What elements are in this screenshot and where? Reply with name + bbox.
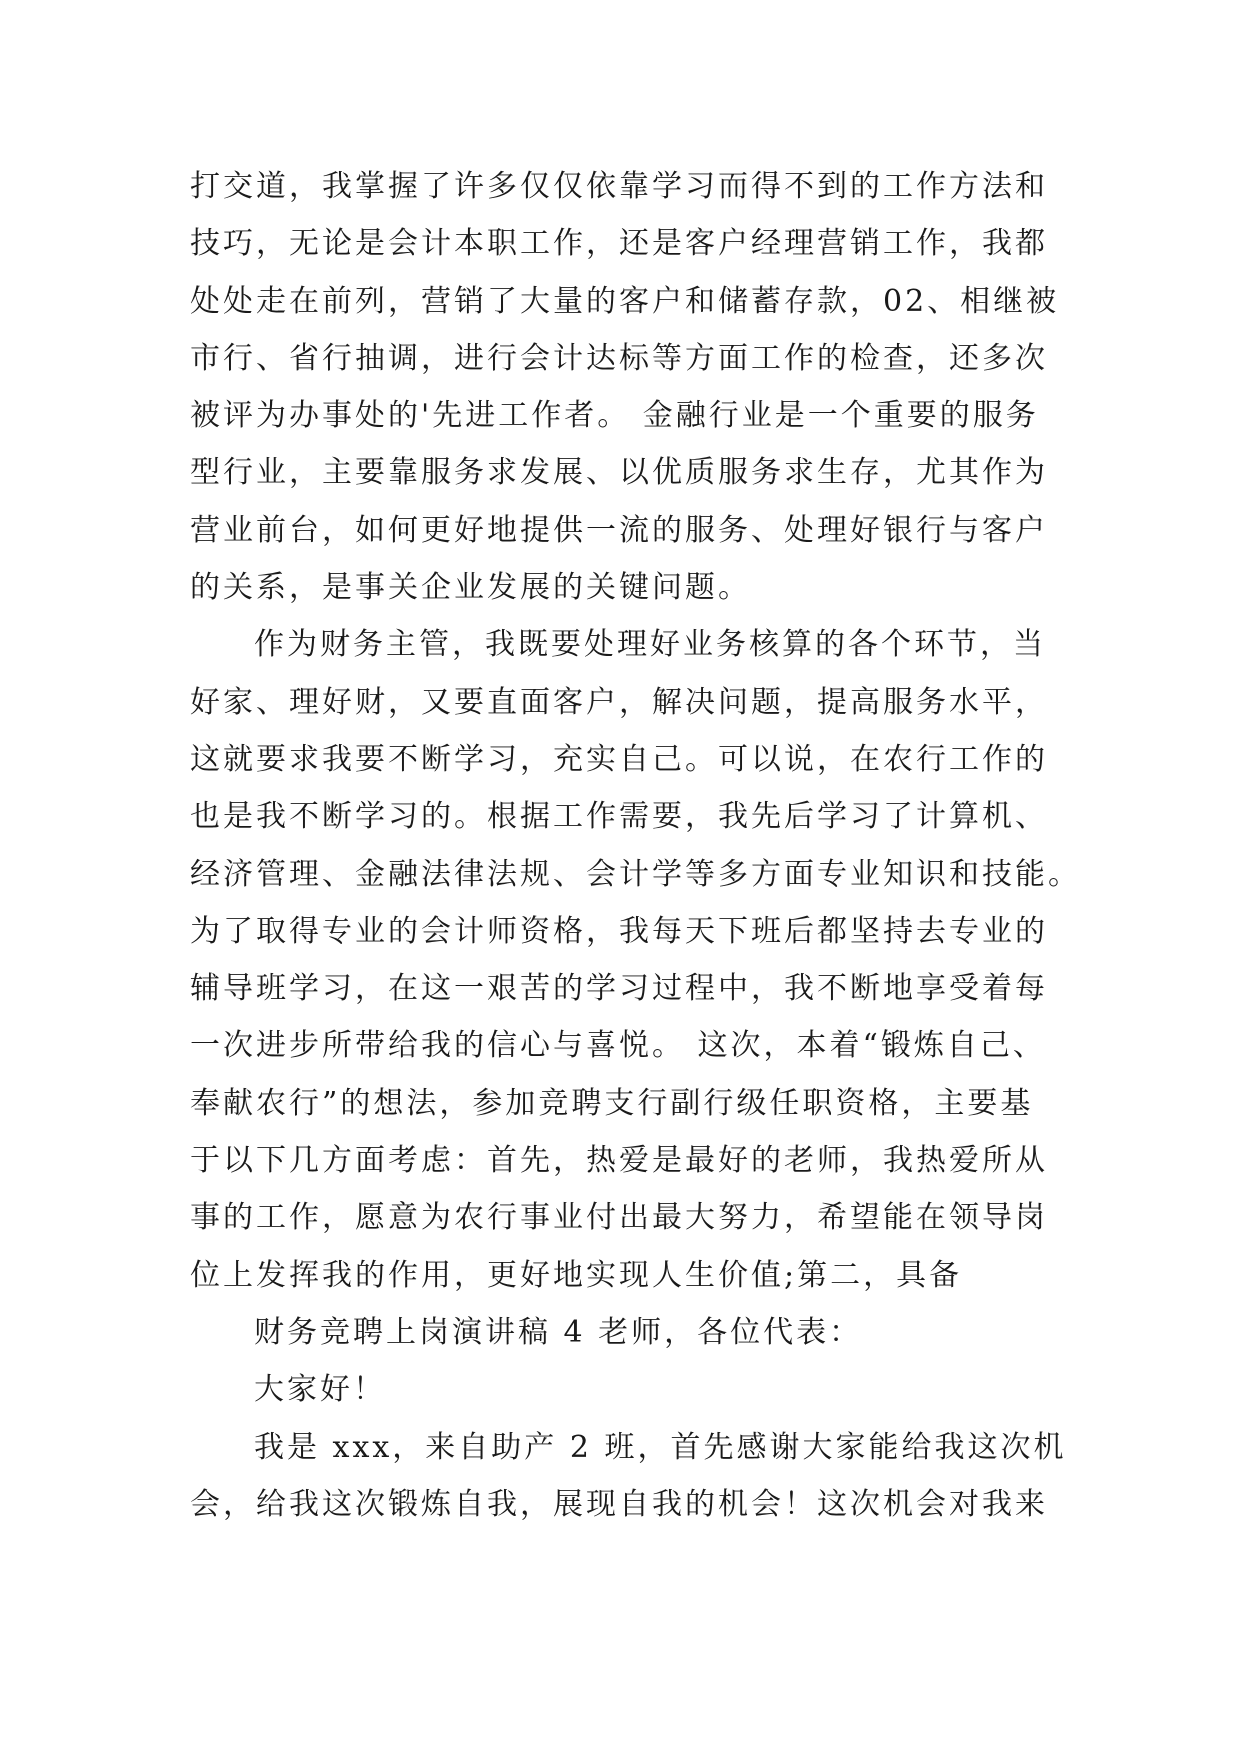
text-line: 打交道，我掌握了许多仅仅依靠学习而得不到的工作方法和 (190, 169, 1048, 204)
text-line: 位上发挥我的作用，更好地实现人生价值;第二，具备 (190, 1257, 963, 1293)
text-line: 技巧，无论是会计本职工作，还是客户经理营销工作，我都 (190, 226, 1048, 262)
text-line: 也是我不断学习的。根据工作需要，我先后学习了计算机、 (190, 799, 1048, 835)
text-line: 为了取得专业的会计师资格，我每天下班后都坚持去专业的 (190, 913, 1048, 949)
text-line: 市行、省行抽调，进行会计达标等方面工作的检查，还多次 (190, 340, 1048, 376)
text-line: 辅导班学习，在这一艰苦的学习过程中，我不断地享受着每 (190, 971, 1048, 1007)
text-line: 作为财务主管，我既要处理好业务核算的各个环节，当 (254, 627, 1046, 663)
text-line: 营业前台，如何更好地提供一流的服务、处理好银行与客户 (190, 512, 1048, 548)
text-line: 经济管理、金融法律法规、会计学等多方面专业知识和技能。 (190, 856, 1081, 892)
text-line: 的关系，是事关企业发展的关键问题。 (190, 570, 751, 606)
text-line: 这就要求我要不断学习，充实自己。可以说，在农行工作的 (190, 741, 1048, 777)
text-line: 会，给我这次锻炼自我，展现自我的机会！这次机会对我来 (190, 1486, 1048, 1522)
text-line: 我是 xxx，来自助产 2 班，首先感谢大家能给我这次机 (254, 1429, 1067, 1465)
text-line: 于以下几方面考虑：首先，热爱是最好的老师，我热爱所从 (190, 1143, 1048, 1179)
text-line: 型行业，主要靠服务求发展、以优质服务求生存，尤其作为 (190, 455, 1048, 491)
text-line: 好家、理好财，又要直面客户，解决问题，提高服务水平， (190, 684, 1048, 720)
text-line: 被评为办事处的'先进工作者。 金融行业是一个重要的服务 (190, 398, 1039, 434)
text-line: 财务竞聘上岗演讲稿 4 老师，各位代表： (254, 1314, 863, 1350)
text-line: 处处走在前列，营销了大量的客户和储蓄存款，02、相继被 (190, 283, 1060, 319)
text-line: 事的工作，愿意为农行事业付出最大努力，希望能在领导岗 (190, 1200, 1048, 1236)
text-line: 一次进步所带给我的信心与喜悦。 这次，本着“锻炼自己、 (190, 1028, 1046, 1064)
text-line: 奉献农行”的想法，参加竞聘支行副行级任职资格，主要基 (190, 1085, 1034, 1121)
text-line: 大家好！ (254, 1372, 386, 1408)
body-text (190, 158, 1081, 1533)
